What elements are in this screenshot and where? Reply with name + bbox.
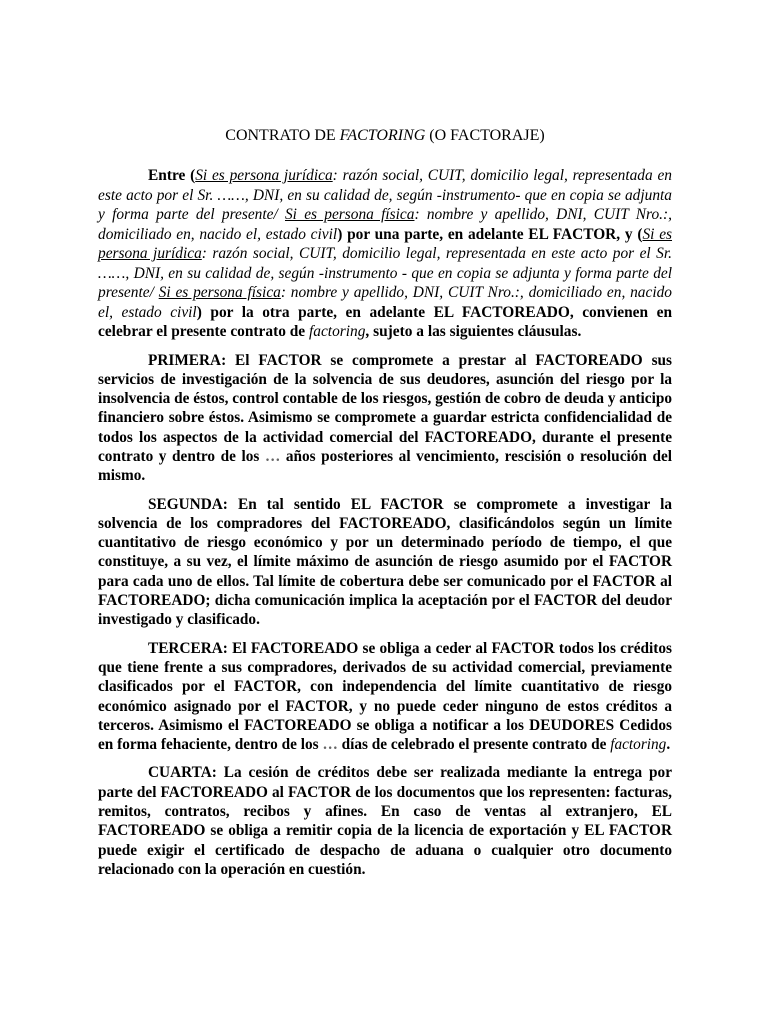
clause-italic-word: factoring (610, 736, 667, 754)
clause-primera (98, 351, 672, 486)
intro-text: : razón social, CUIT, domicilio legal, representada en este acto por el Sr. ……, DNI, en su calidad de, según -instrumento- que en copia se adjunta y forma parte del presente/ (98, 167, 672, 223)
intro-fisica-label: Si es persona física (284, 206, 415, 223)
intro-text: , sujeto a las siguientes cláusulas. (365, 323, 582, 340)
clause-text: años posteriores al vencimiento, rescisión o resolución del mismo. (98, 447, 673, 485)
contract-title (98, 126, 672, 146)
intro-juridica-label: Si es persona jurídica (98, 225, 673, 262)
clause-blank: … (322, 736, 338, 754)
intro-italic-word: factoring (308, 323, 366, 340)
intro-text: Entre ( (148, 167, 196, 184)
clause-text: PRIMERA: El FACTOR se compromete a prestar al FACTOREADO sus servicios de investigación de la solvencia de sus deudores, asunción del riesgo por la insolvencia de éstos, control contable de los riesgos, gestión de cobro de deuda y anticipo financiero sobre éstos. Asimismo se compromete a guardar estricta confidencialidad de todos los aspectos de la actividad comercial del FACTOREADO, durante el presente contrato y dentro de los (98, 351, 672, 465)
title-italic-word: FACTORING (339, 127, 426, 144)
intro-text: : razón social, CUIT, domicilio legal, representada en este acto por el Sr. ……, DNI, en su calidad de, según -instrumento - que en copia se adjunta y forma parte del presente/ (98, 245, 672, 301)
clause-text: CUARTA: La cesión de créditos debe ser realizada mediante la entrega por parte del FACTOREADO al FACTOR de los documentos que los representen: facturas, remitos, contratos, recibos y afines. En caso de ventas al extranjero, EL FACTOREADO se obliga a remitir copia de la licencia de exportación y EL FACTOR puede exigir el certificado de despacho de aduana o cualquier otro documento relacionado con la operación en cuestión. (98, 764, 672, 878)
intro-text: : nombre y apellido, DNI, CUIT Nro.:, domiciliado en, nacido el, estado civil (98, 206, 672, 243)
intro-paragraph (98, 166, 672, 342)
title-suffix: (O FACTORAJE) (425, 127, 545, 144)
clause-text: días de celebrado el presente contrato de (337, 736, 611, 754)
intro-text: ) por la otra parte, en adelante EL FACTOREADO, convienen en celebrar el presente contrato de (98, 303, 672, 340)
clause-segunda (98, 495, 672, 630)
clause-tercera (98, 639, 672, 755)
clause-blank: … (264, 447, 281, 465)
document-page (98, 126, 672, 888)
intro-juridica-label: Si es persona jurídica (195, 167, 333, 184)
title-prefix: CONTRATO DE (225, 127, 340, 144)
clause-cuarta (98, 763, 672, 879)
intro-text: ) por una parte, en adelante EL FACTOR, y ( (337, 225, 643, 243)
clause-text: TERCERA: El FACTOREADO se obliga a ceder al FACTOR todos los créditos que tiene frente a sus compradores, derivados de su actividad comercial, previamente clasificados por el FACTOR, con independencia del límite cuantitativo de riesgo económico asignado por el FACTOR, y no puede ceder ninguno de estos créditos a terceros. Asimismo el FACTOREADO se obliga a notificar a los DEUDORES Cedidos en forma fehaciente, dentro de los (98, 639, 672, 754)
intro-text: : nombre y apellido, DNI, CUIT Nro.:, domiciliado en, nacido el, estado civil (98, 284, 672, 321)
intro-fisica-label: Si es persona física (158, 284, 281, 301)
clause-text: SEGUNDA: En tal sentido EL FACTOR se compromete a investigar la solvencia de los compradores del FACTOREADO, clasificándolos según un límite cuantitativo de riesgo económico y por un determinado período de tiempo, el que constituye, a su vez, el límite máximo de asunción de riesgo asumido por el FACTOR para cada uno de ellos. Tal límite de cobertura debe ser comunicado por el FACTOR al FACTOREADO; dicha comunicación implica la aceptación por el FACTOR del deudor investigado y clasificado. (98, 495, 672, 629)
clause-text: . (666, 736, 671, 754)
